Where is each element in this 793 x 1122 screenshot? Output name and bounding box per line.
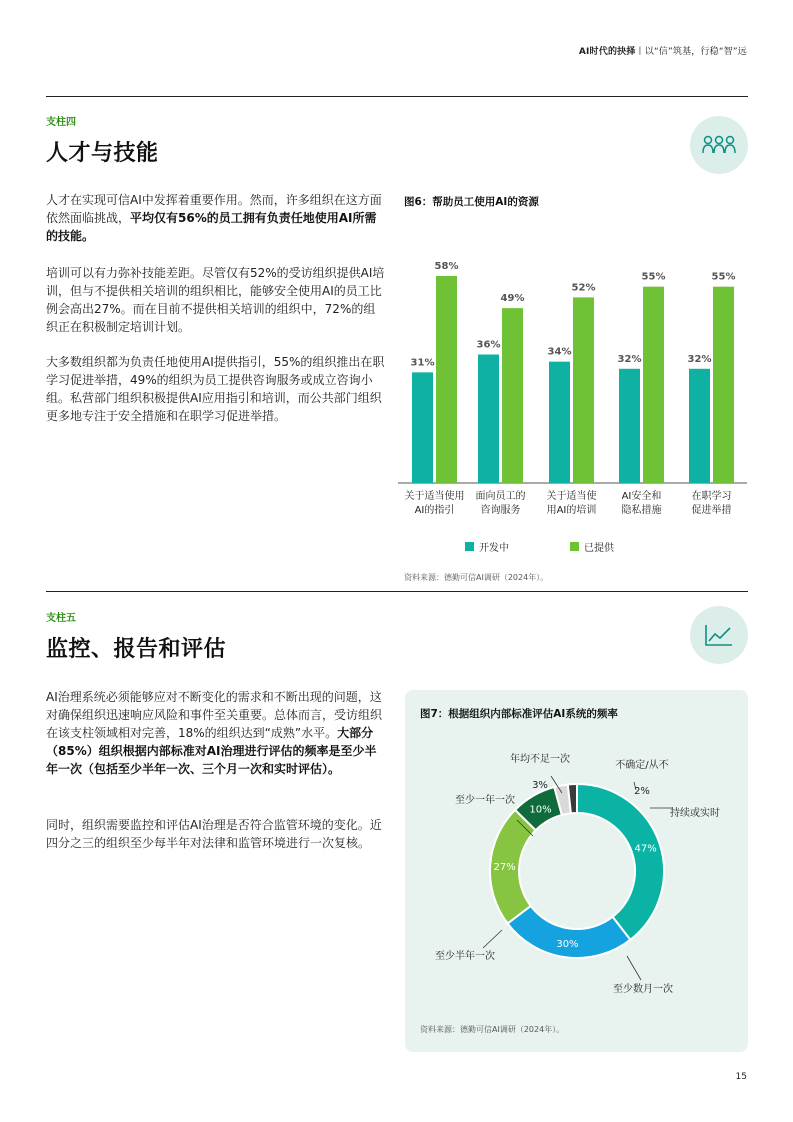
bar-value-label: 36% [476, 339, 501, 351]
trend-line-chart-icon [690, 606, 748, 664]
category-label: 关于适当使 [546, 491, 597, 502]
bar-value-label: 49% [500, 293, 525, 305]
bar-provided [573, 297, 594, 483]
paragraph-emphasis: 大部分（85%）组织根据内部标准对AI治理进行评估的频率是至少半年一次（包括至少半年一次、三个月一次和实时评估）。 [46, 726, 377, 776]
bar-developing [619, 369, 640, 483]
donut-chart [405, 730, 748, 1020]
figure-title: 图7：根据组织内部标准评估AI系统的频率 [420, 708, 618, 720]
bar-value-label: 32% [617, 353, 642, 365]
figure-title: 图6：帮助员工使用AI的资源 [404, 196, 539, 208]
bar-developing [549, 362, 570, 483]
slice-value-label: 10% [529, 804, 552, 816]
section-heading: 人才与技能 [46, 141, 159, 166]
bar-developing [412, 372, 433, 483]
bar-chart [395, 215, 750, 560]
legend-swatch [570, 542, 579, 551]
slice-value-label: 3% [532, 780, 548, 791]
section-rule [46, 591, 748, 592]
slice-value-label: 2% [634, 786, 650, 797]
slice-value-label: 30% [556, 938, 579, 950]
category-label: 在职学习 [691, 491, 732, 502]
slice-category-label: 至少一年一次 [455, 795, 515, 806]
bar-developing [689, 369, 710, 483]
category-label: 关于适当使用 [404, 491, 465, 502]
body-paragraph [46, 264, 386, 336]
slice-value-label: 47% [634, 843, 657, 855]
figure-source: 资料来源：德勤可信AI调研（2024年）。 [404, 573, 549, 582]
bar-value-label: 55% [711, 271, 736, 283]
paragraph-text: 人才在实现可信AI中发挥着重要作用。然而，许多组织在这方面依然面临挑战， [46, 193, 382, 225]
body-paragraph [46, 353, 386, 425]
slice-category-label: 年均不足一次 [510, 754, 570, 765]
slice-category-label: 至少半年一次 [435, 951, 495, 962]
section-heading: 监控、报告和评估 [46, 637, 227, 662]
pillar-label: 支柱五 [46, 613, 76, 624]
header-rule [46, 96, 748, 97]
legend-swatch [465, 542, 474, 551]
bar-value-label: 55% [641, 271, 666, 283]
paragraph-text: 培训可以有力弥补技能差距。尽管仅有52%的受访组织提供AI培训，但与不提供相关培训的组织相比，能够安全使用AI的员工比例会高出27%。而在目前不提供相关培训的组织中，72%的组织正在积极制定培训计划。 [46, 266, 385, 334]
donut-slice [508, 906, 631, 958]
people-group-icon [690, 116, 748, 174]
category-label: AI安全和 [621, 491, 662, 502]
category-label: 面向员工的 [475, 491, 526, 502]
bar-provided [713, 287, 734, 483]
bar-provided [502, 308, 523, 483]
leader-line [483, 930, 502, 948]
legend-label: 开发中 [479, 543, 509, 554]
slice-category-label: 不确定/从不 [615, 760, 669, 771]
bar-value-label: 31% [410, 357, 435, 369]
slice-value-label: 27% [493, 862, 516, 874]
bar-value-label: 34% [547, 346, 572, 358]
category-label: 隐私措施 [621, 505, 662, 516]
legend-label: 已提供 [584, 543, 614, 554]
bar-provided [643, 287, 664, 483]
pillar-label: 支柱四 [46, 117, 76, 128]
paragraph-text: AI治理系统必须能够应对不断变化的需求和不断出现的问题，这对确保组织迅速响应风险和事件至关重要。总体而言，受访组织在该支柱领域相对完善，18%的组织达到“成熟”水平。 [46, 690, 383, 740]
paragraph-text: 大多数组织都为负责任地使用AI提供指引，55%的组织推出在职学习促进举措，49%的组织为员工提供咨询服务或成立咨询小组。私营部门组织积极提供AI应用指引和培训，而公共部门组织更多地专注于安全措施和在职学习促进举措。 [46, 355, 385, 423]
body-paragraph [46, 816, 386, 852]
category-label: 促进举措 [691, 505, 732, 516]
leader-line [627, 956, 641, 980]
bar-provided [436, 276, 457, 483]
bar-value-label: 32% [687, 353, 712, 365]
bar-value-label: 52% [571, 282, 596, 294]
body-paragraph [46, 688, 386, 778]
bar-value-label: 58% [434, 260, 459, 272]
running-header: AI时代的抉择丨以“信”筑基，行稳“智”远 [578, 47, 747, 57]
page-number: 15 [735, 1072, 747, 1082]
category-label: AI的指引 [414, 505, 455, 516]
category-label: 咨询服务 [480, 505, 521, 516]
figure-source: 资料来源：德勤可信AI调研（2024年）。 [420, 1025, 565, 1034]
category-label: 用AI的培训 [546, 505, 597, 516]
donut-slice [577, 784, 664, 940]
paragraph-text: 同时，组织需要监控和评估AI治理是否符合监管环境的变化。近四分之三的组织至少每半年对法律和监管环境进行一次复核。 [46, 818, 382, 850]
slice-category-label: 持续或实时 [670, 808, 720, 819]
bar-developing [478, 355, 499, 483]
paragraph-emphasis: 平均仅有56%的员工拥有负责任地使用AI所需的技能。 [46, 211, 377, 243]
slice-category-label: 至少数月一次 [613, 984, 673, 995]
body-paragraph [46, 191, 386, 245]
